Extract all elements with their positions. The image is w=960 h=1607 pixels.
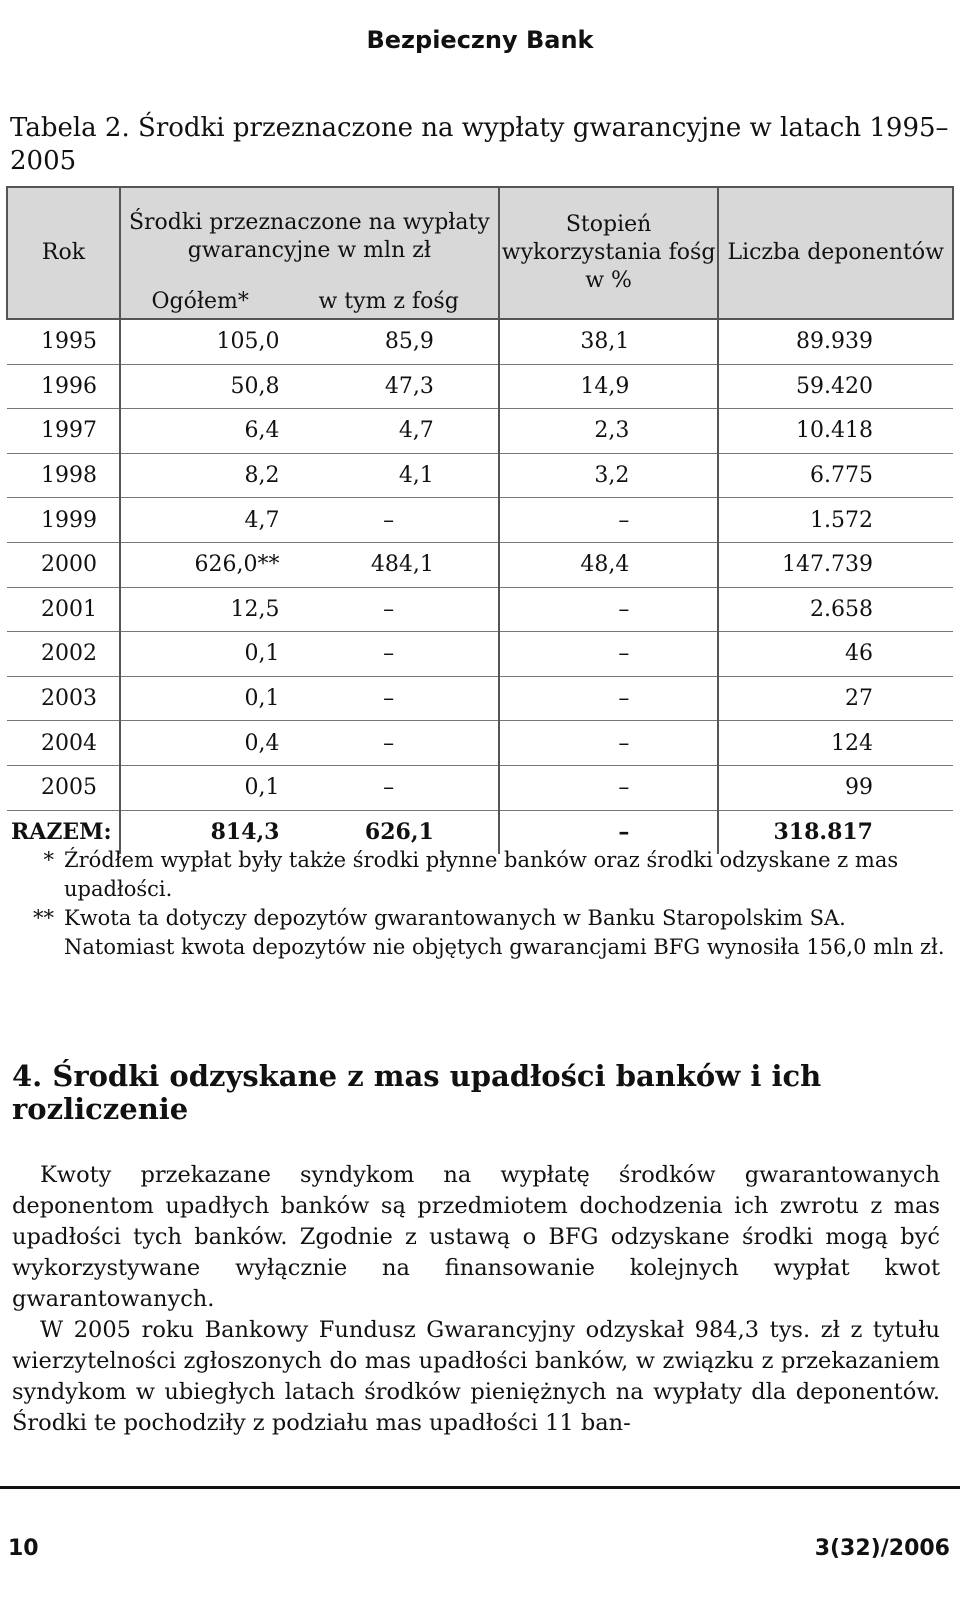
section-heading: 4. Środki odzyskane z mas upadłości banków i ich rozliczenie [12, 1059, 822, 1126]
page-number: 10 [8, 1536, 39, 1561]
issue-number: 3(32)/2006 [814, 1536, 950, 1561]
cell-total-w-tym: 626,1 [279, 810, 498, 854]
col-header-stopien: Stopień wykorzystania fośg w % [499, 187, 719, 319]
footnote-text: Źródłem wypłat były także środki płynne banków oraz środki odzyskane z mas upadłości. [64, 848, 899, 901]
cell-w-tym: – [279, 587, 498, 632]
cell-liczba: 89.939 [796, 329, 873, 355]
cell-w-tym: – [279, 676, 498, 721]
cell-ogolem: 8,2 [244, 463, 280, 489]
guarantee-payouts-table [6, 186, 954, 854]
col-header-srodki: Środki przeznaczone na wypłaty gwarancyjne w mln zł [120, 187, 499, 285]
section-body [12, 1160, 940, 1439]
cell-liczba: 2.658 [810, 596, 873, 622]
cell-rok: 1997 [7, 409, 120, 454]
cell-rok: 2005 [7, 765, 120, 810]
cell-stopien: – [499, 721, 719, 766]
footnote [12, 846, 952, 904]
table-footnotes [12, 846, 952, 962]
cell-w-tym: 85,9 [279, 319, 498, 364]
cell-ogolem: 0,4 [244, 730, 280, 756]
cell-total-stopien: – [499, 810, 719, 854]
footer-divider [0, 1486, 960, 1489]
page-header: Bezpieczny Bank [366, 26, 594, 54]
cell-liczba: 6.775 [810, 463, 873, 489]
footnote-mark: ** [33, 906, 54, 930]
cell-total-ogolem: 814,3 [210, 819, 280, 846]
table-row [7, 319, 953, 364]
cell-stopien: 2,3 [499, 409, 719, 454]
table-row [7, 765, 953, 810]
cell-stopien: – [499, 587, 719, 632]
cell-ogolem: 50,8 [230, 373, 280, 399]
paragraph: Kwoty przekazane syndykom na wypłatę środków gwarantowanych deponentom upadłych banków są przedmiotem dochodzenia ich zwrotu z mas upadłości tych banków. Zgodnie z ustawą o BFG odzyskane środki mogą być wykorzystywane wyłącznie na finansowanie kolejnych wypłat kwot gwarantowanych. [12, 1162, 940, 1312]
footnote-text: Kwota ta dotyczy depozytów gwarantowanych w Banku Staropolskim SA. Natomiast kwota depozytów nie objętych gwarancjami BFG wynosiła 156,0 mln zł. [64, 906, 945, 959]
table-row [7, 364, 953, 409]
cell-ogolem: 626,0** [194, 552, 280, 578]
cell-stopien: 3,2 [499, 453, 719, 498]
cell-liczba: 124 [831, 730, 873, 756]
table-row [7, 409, 953, 454]
table-row [7, 498, 953, 543]
cell-liczba: 46 [845, 641, 873, 667]
table-row [7, 453, 953, 498]
cell-w-tym: – [279, 632, 498, 677]
col-header-ogolem: Ogółem* [120, 285, 280, 319]
table-caption: Tabela 2. Środki przeznaczone na wypłaty gwarancyjne w latach 1995–2005 [10, 113, 949, 176]
cell-ogolem: 4,7 [244, 507, 280, 533]
cell-ogolem: 105,0 [216, 329, 280, 355]
cell-rok: 1996 [7, 364, 120, 409]
cell-stopien: 48,4 [499, 542, 719, 587]
cell-liczba: 147.739 [782, 552, 873, 578]
cell-rok: 1998 [7, 453, 120, 498]
footnote [12, 904, 952, 962]
cell-w-tym: – [279, 498, 498, 543]
cell-rok: 2002 [7, 632, 120, 677]
cell-liczba: 99 [845, 775, 873, 801]
paragraph: W 2005 roku Bankowy Fundusz Gwarancyjny odzyskał 984,3 tys. zł z tytułu wierzytelności zgłoszonych do mas upadłości banków, w związku z przekazaniem syndykom w ubiegłych latach środków pieniężnych na wypłaty dla deponentów. Środki te pochodziły z podziału mas upadłości 11 ban- [12, 1317, 940, 1436]
cell-w-tym: – [279, 765, 498, 810]
table-row [7, 721, 953, 766]
cell-ogolem: 0,1 [244, 641, 280, 667]
table-row [7, 542, 953, 587]
col-header-w-tym: w tym z fośg [279, 285, 498, 319]
cell-liczba: 10.418 [796, 418, 873, 444]
col-header-rok: Rok [7, 187, 120, 319]
cell-stopien: – [499, 676, 719, 721]
cell-total-liczba: 318.817 [773, 819, 873, 846]
cell-stopien: – [499, 632, 719, 677]
footnote-mark: * [43, 848, 54, 872]
cell-rok: 1999 [7, 498, 120, 543]
cell-ogolem: 6,4 [244, 418, 280, 444]
cell-rok: 2000 [7, 542, 120, 587]
cell-ogolem: 12,5 [230, 596, 280, 622]
cell-ogolem: 0,1 [244, 686, 280, 712]
cell-stopien: 14,9 [499, 364, 719, 409]
cell-ogolem: 0,1 [244, 775, 280, 801]
cell-w-tym: 4,1 [279, 453, 498, 498]
cell-liczba: 1.572 [810, 507, 873, 533]
table-row [7, 632, 953, 677]
cell-total-label: RAZEM: [7, 810, 120, 854]
cell-rok: 2003 [7, 676, 120, 721]
table-row [7, 587, 953, 632]
cell-w-tym: 47,3 [279, 364, 498, 409]
cell-liczba: 59.420 [796, 373, 873, 399]
cell-liczba: 27 [845, 686, 873, 712]
col-header-liczba: Liczba deponentów [718, 187, 953, 319]
cell-rok: 1995 [7, 319, 120, 364]
cell-stopien: – [499, 765, 719, 810]
cell-rok: 2001 [7, 587, 120, 632]
table-row [7, 676, 953, 721]
cell-stopien: – [499, 498, 719, 543]
cell-rok: 2004 [7, 721, 120, 766]
cell-w-tym: 4,7 [279, 409, 498, 454]
cell-stopien: 38,1 [499, 319, 719, 364]
cell-w-tym: 484,1 [279, 542, 498, 587]
cell-w-tym: – [279, 721, 498, 766]
